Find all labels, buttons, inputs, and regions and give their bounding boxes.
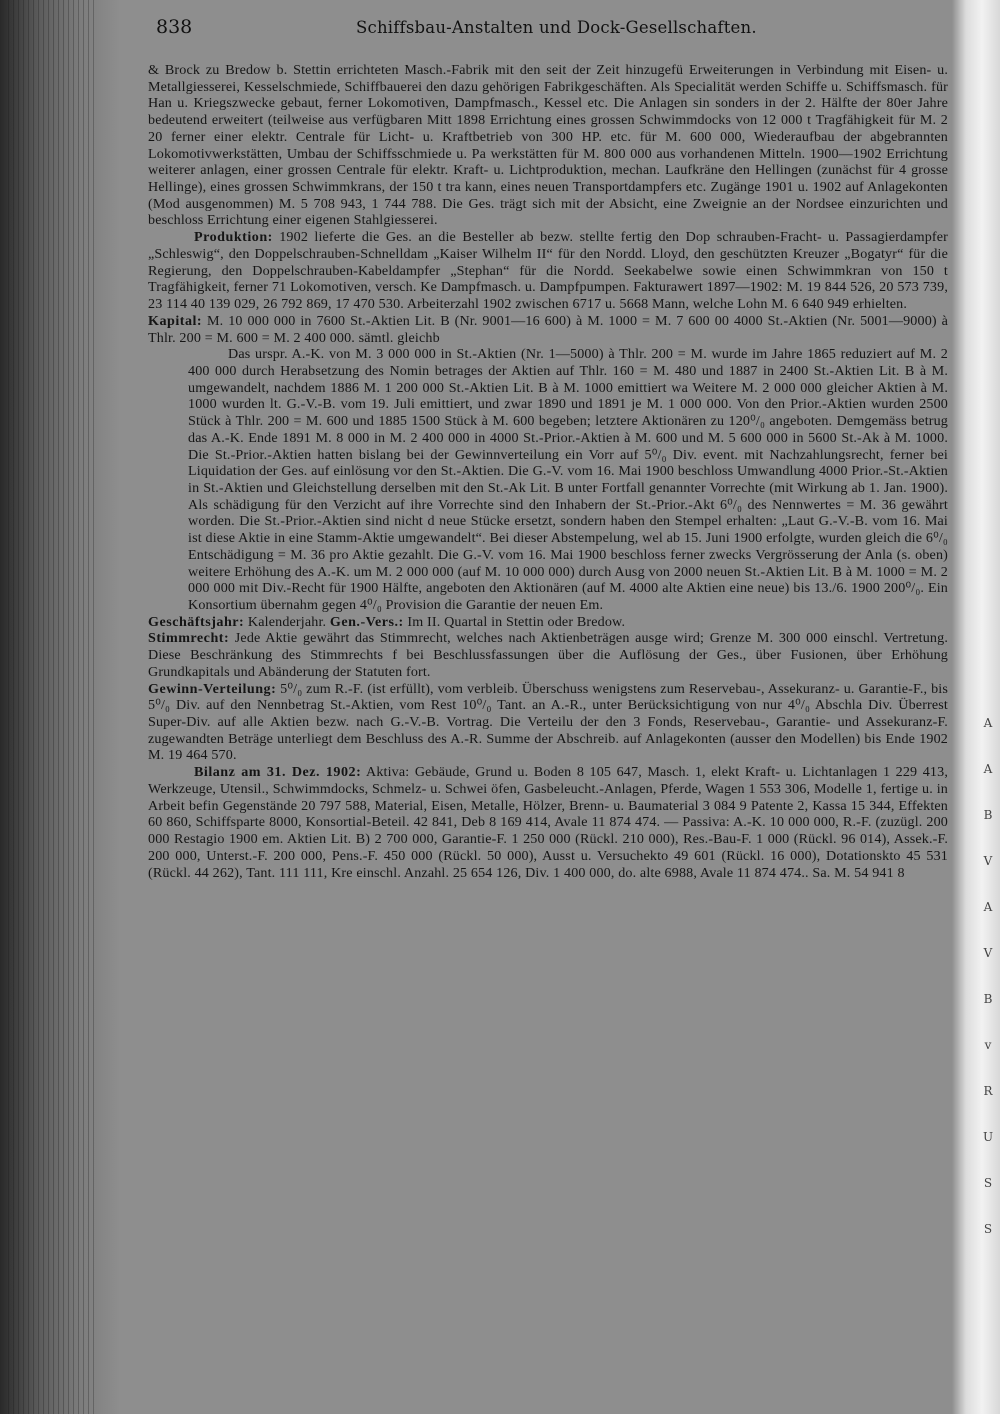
gewinn-text: 5⁰/₀ zum R.-F. (ist erfüllt), vom verbleib. Überschuss wenigstens zum Reservebau-, Assekuranz- u. Garantie-F., bis 5⁰/₀ Div. auf den Nennbetrag St.-Aktien, vom Rest 10⁰/₀ Tant. an A.-R., unter Berücksichtigung von nur 4⁰/₀ Abschla Div. Überrest Super-Div. auf alle Aktien bezw. nach G.-V.-B. Vortrag. Die Verteilu der den 3 Fonds, Reservebau-, Garantie- und Assekuranz-F. zugewandten Beträge unterliegt dem Beschluss des A.-R. Summe der Abschreib. auf Anlagekonten (ausser den Modellen) bis Ende 1902 M. 19 464 570. bbox=[148, 680, 948, 764]
geschaeftsjahr-label: Geschäftsjahr: bbox=[148, 613, 245, 630]
bilanz-label: Bilanz am 31. Dez. 1902: bbox=[194, 764, 362, 781]
edge-letter: A bbox=[983, 762, 993, 776]
produktion-paragraph bbox=[148, 229, 948, 313]
page-header bbox=[156, 16, 956, 46]
geschaeftsjahr-text: Kalenderjahr. bbox=[244, 613, 327, 630]
edge-letter: V bbox=[983, 854, 993, 868]
next-page-letters bbox=[982, 700, 994, 1236]
gewinn-paragraph bbox=[148, 681, 948, 765]
stimmrecht-label: Stimmrecht: bbox=[148, 630, 230, 647]
edge-letter: S bbox=[983, 1176, 993, 1190]
produktion-label: Produktion: bbox=[194, 229, 273, 246]
page-body bbox=[148, 62, 948, 881]
kapital-paragraph bbox=[148, 313, 948, 346]
bilanz-text: Aktiva: Gebäude, Grund u. Boden 8 105 647, Masch. 1, elekt Kraft- u. Lichtanlagen 1 229 413, Werkzeuge, Utensil., Schwimmdocks, Schmelz- u. Schwei öfen, Gasbeleucht.-Anlagen, Pferde, Wagen 1 553 306, Modelle 1, fertige u. in Arbeit befin Gegenstände 20 797 588, Material, Eisen, Metalle, Hölzer, Brenn- u. Baumaterial 3 084 9 Patente 2, Kassa 15 344, Effekten 60 860, Schiffsparte 8000, Konsortial-Beteil. 42 841, Deb 8 169 414, Avale 11 874 474. — Passiva: A.-K. 10 000 000, R.-F. (zuzügl. 200 000 Restagio 1900 em. Aktien Lit. B) 2 700 000, Garantie-F. 1 250 000 (Rückl. 210 000), Res.-Bau-F. 1 000 (Rückl. 96 014), Assek.-F. 200 000, Unterst.-F. 200 000, Pens.-F. 450 000 (Rückl. 50 000), Ausst u. Versuchekto 49 601 (Rückl. 16 000), Dotationskto 45 531 (Rückl. 44 262), Tant. 111 111, Kre einschl. Anzahl. 25 654 126, Div. 1 400 000, do. alte 6988, Avale 11 874 474.. Sa. M. 54 941 8 bbox=[148, 764, 948, 881]
edge-letter: B bbox=[983, 992, 993, 1006]
gv-text: Im II. Quartal in Stettin oder Bredow. bbox=[403, 613, 626, 630]
edge-letter: A bbox=[983, 716, 993, 730]
kapital-detail-paragraph: Das urspr. A.-K. von M. 3 000 000 in St.-Aktien (Nr. 1—5000) à Thlr. 200 = M. wurde im Jahre 1865 reduziert auf M. 2 400 000 durch Herabsetzung des Nomin betrages der Aktien auf Thlr. 160 = M. 480 und 1887 in 2400 St.-Aktien Lit. B à M. umgewandelt, nachdem 1886 M. 1 200 000 St.-Aktien Lit. B à M. 1000 emittiert wa Weitere M. 2 000 000 gleicher Aktien à M. 1000 wurden lt. G.-V.-B. vom 19. Juli emittiert, und zwar 1890 und 1891 je M. 1 000 000. Von den Prior.-Aktien wurden 2500 Stück à Thlr. 200 = M. 600 und 1885 1500 Stück à M. 600 begeben; letztere Aktionären zu 120⁰/₀ angeboten. Demgemäss betrug das A.-K. Ende 1891 M. 8 000 in M. 2 400 000 in 4000 St.-Prior.-Aktien à M. 600 und M. 5 600 000 in 5600 St.-Ak à M. 1000. Die St.-Prior.-Aktien hatten bislang bei der Gewinnverteilung ein Vorr auf 5⁰/₀ Div. event. mit Nachzahlungsrecht, ferner bei Liquidation der Ges. auf einlösung vor den St.-Aktien. Die G.-V. vom 16. Mai 1900 beschloss Umwandlung 4000 Prior.-St.-Aktien in St.-Aktien und Gleichstellung derselben mit den St.-Ak Lit. B unter Fortfall genannter Vorrechte (mit Wirkung ab 1. Jan. 1900). Als schädigung für den Verzicht auf ihre Vorrechte sind den Inhabern der St.-Prior.-Akt 6⁰/₀ des Nennwertes = M. 36 gewährt worden. Die St.-Prior.-Aktien sind nicht d neue Stücke ersetzt, sondern haben den Stempel erhalten: „Laut G.-V.-B. vom 16. Mai ist diese Aktie in eine Stamm-Aktie umgewandelt“. Bei dieser Abstempelung, wel ab 15. Juni 1900 erfolgte, wurden gleich die 6⁰/₀ Entschädigung = M. 36 pro Aktie gezahlt. Die G.-V. vom 16. Mai 1900 beschloss ferner zwecks Vergrösserung der Anla (s. oben) weitere Erhöhung des A.-K. um M. 2 000 000 (auf M. 10 000 000) durch Ausg von 2000 neuen St.-Aktien Lit. B à M. 1000 = M. 2 000 000 mit Div.-Recht für 1900 Hälfte, angeboten den Aktionären (auf M. 4000 alte Aktien eine neue) bis 13./6. 1900 200⁰/₀. Ein Konsortium übernahm gegen 4⁰/₀ Provision die Garantie der neuen Em. bbox=[188, 346, 948, 613]
gewinn-label: Gewinn-Verteilung: bbox=[148, 680, 277, 697]
edge-letter: B bbox=[983, 808, 993, 822]
next-page-edge bbox=[952, 0, 1000, 1414]
kapital-label: Kapital: bbox=[148, 312, 203, 329]
edge-letter: v bbox=[984, 1038, 992, 1052]
running-title: Schiffsbau-Anstalten und Dock-Gesellschaften. bbox=[356, 18, 757, 37]
page-edges bbox=[8, 0, 98, 1414]
intro-paragraph: & Brock zu Bredow b. Stettin errichteten Masch.-Fabrik mit den seit der Zeit hinzugefü Erweiterungen in Verbindung mit Eisen- u. Metallgiesserei, Kesselschmiede, Schiffbauerei den dazu gehörigen Fabrikgeschäften. Als Specialität werden Schiffe u. Schiffsmasch. für Han u. Kriegszwecke gebaut, ferner Lokomotiven, Dampfmasch., Kessel etc. Die Anlagen sin sonders in der 2. Hälfte der 80er Jahre bedeutend erweitert (teilweise aus verfügbaren Mitt 1898 Errichtung eines grossen Schwimmdocks von 12 000 t Tragfähigkeit für M. 2 20 ferner einer elektr. Centrale für Licht- u. Kraftbetrieb von 300 HP. etc. für M. 600 000, Wiederaufbau der abgebrannten Lokomotivwerkstätten, Umbau der Schiffsschmiede u. Pa werkstätten für M. 800 000 aus vorhandenen Mitteln. 1900—1902 Errichtung weiterer anlagen, einer grossen Centrale für elektr. Kraft- u. Lichtproduktion, mechan. Laufkräne den Hellingen (zunächst für 4 grosse Hellinge), eines grossen Schwimmkrans, der 150 t tra kann, eines neuen Transportdampfers etc. Zugänge 1901 u. 1902 auf Anlagekonten (Mod ausgenommen) M. 5 708 943, 1 744 788. Die Ges. trägt sich mit der Absicht, eine Zweignie an der Nordsee einzurichten und beschloss Errichtung einer eigenen Stahlgiesserei. bbox=[148, 62, 948, 229]
edge-letter: V bbox=[983, 946, 993, 960]
kapital-text: M. 10 000 000 in 7600 St.-Aktien Lit. B (Nr. 9001—16 600) à M. 1000 = M. 7 600 00 4000 St.-Aktien (Nr. 5001—9000) à Thlr. 200 = M. 600 = M. 2 400 000. sämtl. gleichb bbox=[148, 312, 948, 346]
stimmrecht-paragraph bbox=[148, 630, 948, 680]
page-number: 838 bbox=[156, 16, 193, 38]
edge-letter: A bbox=[983, 900, 993, 914]
edge-letter: S bbox=[983, 1222, 993, 1236]
bilanz-paragraph bbox=[148, 764, 948, 881]
geschaeftsjahr-paragraph bbox=[148, 614, 948, 631]
edge-letter: R bbox=[983, 1084, 993, 1098]
gv-label: Gen.-Vers.: bbox=[329, 613, 404, 630]
book-gutter-shadow bbox=[0, 0, 120, 1414]
edge-letter: U bbox=[982, 1130, 994, 1144]
produktion-text: 1902 lieferte die Ges. an die Besteller ab bezw. stellte fertig den Dop schrauben-Fracht- u. Passagierdampfer „Schleswig“, den Doppelschrauben-Schnelldam „Kaiser Wilhelm II“ für den Nordd. Lloyd, den geschützten Kreuzer „Bogatyr“ für die Regierung, den Doppelschrauben-Kabeldampfer „Stephan“ für die Nordd. Seekabelwe sowie einen Schwimmkran von 150 t Tragfähigkeit, ferner 71 Lokomotiven, versch. Ke Dampfmasch. u. Dampfpumpen. Fakturawert 1897—1902: M. 19 844 526, 20 573 739, 23 114 40 139 029, 26 792 869, 17 470 530. Arbeiterzahl 1902 zwischen 6717 u. 5668 Mann, welche Lohn M. 6 640 949 erhielten. bbox=[148, 229, 948, 313]
stimmrecht-text: Jede Aktie gewährt das Stimmrecht, welches nach Aktienbeträgen ausge wird; Grenze M. 300 000 einschl. Vertretung. Diese Beschränkung des Stimmrechts f bei Beschlussfassungen über die Auflösung der Ges., über Fusionen, über Erhöhung Grundkapitals und Abänderung der Statuten fort. bbox=[148, 630, 948, 680]
